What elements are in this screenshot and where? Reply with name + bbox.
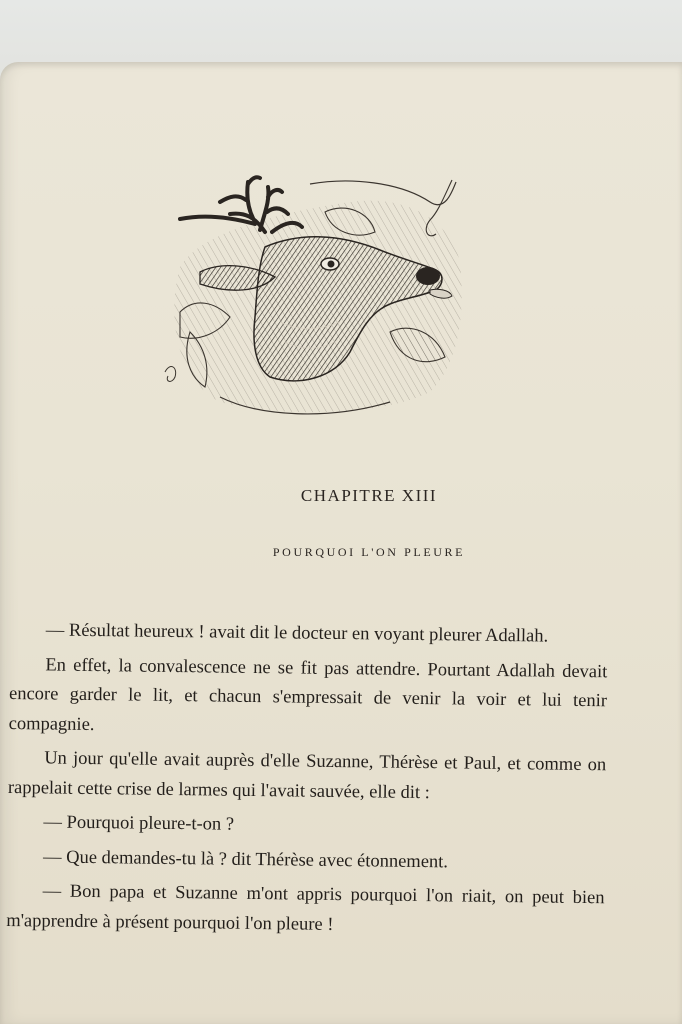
- paragraph: — Pourquoi pleure-t-on ?: [43, 812, 235, 835]
- paragraph: — Que demandes-tu là ? dit Thérèse avec étonnement.: [42, 846, 449, 872]
- deer-head-engraving-icon: [160, 172, 470, 422]
- paragraph: — Résultat heureux ! avait dit le docteur en voyant pleurer Adallah.: [45, 620, 549, 647]
- chapter-title: CHAPITRE XIII: [300, 486, 438, 505]
- paragraph: En effet, la convalescence ne se fit pas attendre. Pourtant Adallah devait encore garder le lit, et chacun s'empressait de venir la voir et lui tenir compagnie.: [8, 654, 608, 735]
- body-text: [6, 616, 608, 943]
- paragraph: — Bon papa et Suzanne m'ont appris pourquoi l'on riait, on peut bien m'apprendre à présent pourquoi l'on pleure !: [6, 881, 605, 935]
- paragraph: Un jour qu'elle avait auprès d'elle Suzanne, Thérèse et Paul, et comme on rappelait cette crise de larmes qui l'avait sauvée, elle dit :: [7, 748, 607, 803]
- chapter-subtitle: POURQUOI L'ON PLEURE: [272, 545, 466, 559]
